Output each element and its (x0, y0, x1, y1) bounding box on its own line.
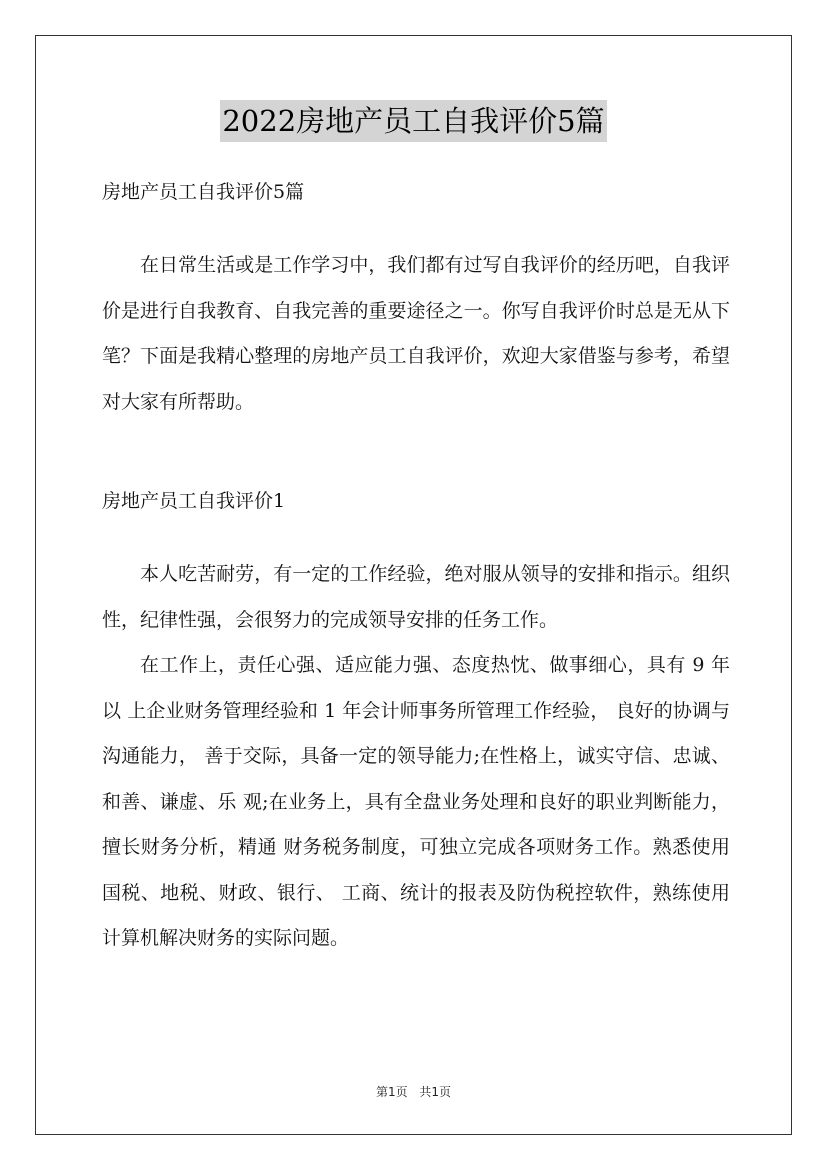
document-title: 2022房地产员工自我评价5篇 (220, 100, 606, 142)
intro-paragraph: 在日常生活或是工作学习中，我们都有过写自我评价的经历吧，自我评价是进行自我教育、自我完善的重要途径之一。你写自我评价时总是无从下笔？下面是我精心整理的房地产员工自我评价，欢迎大家借鉴与参考，希望对大家有所帮助。 (102, 254, 730, 413)
document-body (102, 170, 730, 962)
section1-paragraph-2: 在工作上，责任心强、适应能力强、态度热忱、做事细心，具有 9 年以 上企业财务管理经验和 1 年会计师事务所管理工作经验， 良好的协调与沟通能力， 善于交际，具备一定的领导能力;在性格上，诚实守信、忠诚、和善、谦虚、乐 观;在业务上，具有全盘业务处理和良好的职业判断能力，擅长财务分析，精通 财务税务制度，可独立完成各项财务工作。熟悉使用国税、地税、财政、银行、 工商、统计的报表及防伪税控软件，熟练使用计算机解决财务的实际问题。 (102, 654, 730, 949)
spacer (102, 215, 730, 243)
page-number: 第1页 (375, 1085, 408, 1099)
spacer (102, 425, 730, 479)
title-container (0, 100, 827, 142)
section1-heading: 房地产员工自我评价1 (102, 490, 286, 512)
intro-heading: 房地产员工自我评价5篇 (102, 181, 305, 203)
spacer (102, 524, 730, 552)
section1-paragraph-1: 本人吃苦耐劳，有一定的工作经验，绝对服从领导的安排和指示。组织 性，纪律性强，会很努力的完成领导安排的任务工作。 (102, 563, 730, 631)
page-total: 共1页 (419, 1085, 452, 1099)
page-footer (0, 1083, 827, 1100)
